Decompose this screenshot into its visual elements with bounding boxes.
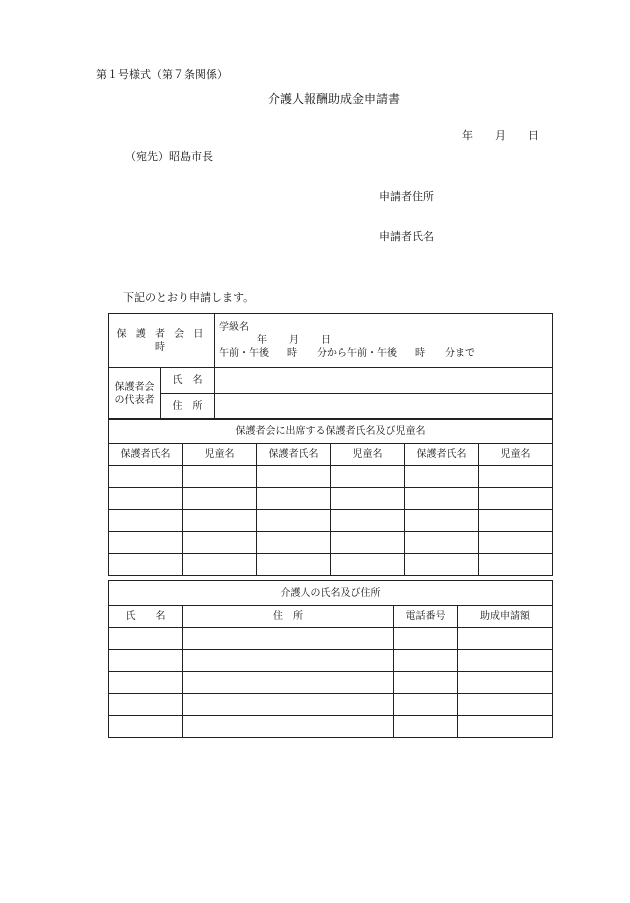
rep-address-field[interactable]: [215, 394, 553, 420]
table-cell[interactable]: [458, 716, 553, 738]
table-cell[interactable]: [109, 510, 183, 532]
table-cell[interactable]: [394, 650, 458, 672]
table-row: [109, 650, 553, 672]
att-header-child-1: 児童名: [183, 444, 257, 466]
table-cell[interactable]: [458, 672, 553, 694]
meeting-date: 年 月 日: [257, 335, 331, 346]
table-cell[interactable]: [257, 488, 331, 510]
table-cell[interactable]: [331, 466, 405, 488]
date-month: 月: [495, 129, 506, 142]
table-cell[interactable]: [109, 650, 183, 672]
table-row: [109, 628, 553, 650]
representative-label: 保護者会 の代表者: [109, 368, 161, 420]
applicant-address-label: 申請者住所: [379, 190, 434, 203]
date-year: 年: [462, 129, 473, 142]
table-cell[interactable]: [479, 554, 553, 576]
table-row: [109, 716, 553, 738]
table-cell[interactable]: [109, 628, 183, 650]
table-row: [109, 694, 553, 716]
rep-name-field[interactable]: [215, 368, 553, 394]
table-cell[interactable]: [394, 672, 458, 694]
addressee: （宛先）昭島市長: [125, 150, 213, 163]
table-cell[interactable]: [109, 694, 183, 716]
table-row: [109, 510, 553, 532]
class-name-label: 学級名: [219, 322, 249, 333]
table-cell[interactable]: [458, 628, 553, 650]
table-cell[interactable]: [479, 510, 553, 532]
table-cell[interactable]: [183, 650, 394, 672]
att-header-guardian-2: 保護者氏名: [257, 444, 331, 466]
intro-text: 下記のとおり申請します。: [123, 291, 255, 304]
application-date: [462, 127, 561, 143]
meeting-datetime-field[interactable]: [215, 314, 553, 368]
table-cell[interactable]: [405, 554, 479, 576]
table-cell[interactable]: [394, 694, 458, 716]
table-cell[interactable]: [458, 650, 553, 672]
table-cell[interactable]: [257, 554, 331, 576]
table-cell[interactable]: [257, 510, 331, 532]
table-cell[interactable]: [183, 510, 257, 532]
table-cell[interactable]: [479, 488, 553, 510]
meeting-time: 午前・午後 時 分から午前・午後 時 分まで: [219, 348, 475, 359]
attendees-section-title: 保護者会に出席する保護者氏名及び児童名: [109, 419, 553, 444]
table-cell[interactable]: [183, 554, 257, 576]
applicant-name-label: 申請者氏名: [379, 230, 434, 243]
table-cell[interactable]: [257, 466, 331, 488]
table-cell[interactable]: [394, 716, 458, 738]
att-header-child-3: 児童名: [479, 444, 553, 466]
table-cell[interactable]: [183, 466, 257, 488]
table-row: [109, 488, 553, 510]
table-row: [109, 672, 553, 694]
table-row: [109, 532, 553, 554]
table-cell[interactable]: [109, 466, 183, 488]
att-header-guardian-3: 保護者氏名: [405, 444, 479, 466]
table-cell[interactable]: [183, 628, 394, 650]
caregivers-section-title: 介護人の氏名及び住所: [109, 581, 553, 606]
table-cell[interactable]: [183, 694, 394, 716]
date-day: 日: [528, 129, 539, 142]
rep-address-label: 住 所: [161, 394, 215, 420]
table-cell[interactable]: [331, 488, 405, 510]
cg-header-address: 住 所: [183, 606, 394, 628]
table-cell[interactable]: [458, 694, 553, 716]
table-cell[interactable]: [183, 488, 257, 510]
table-cell[interactable]: [479, 532, 553, 554]
table-cell[interactable]: [183, 716, 394, 738]
table-cell[interactable]: [331, 554, 405, 576]
table-cell[interactable]: [405, 488, 479, 510]
caregivers-table: [108, 580, 553, 738]
rep-name-label: 氏 名: [161, 368, 215, 394]
table-cell[interactable]: [257, 532, 331, 554]
table-cell[interactable]: [405, 466, 479, 488]
cg-header-name: 氏 名: [109, 606, 183, 628]
form-title: 介護人報酬助成金申請書: [268, 92, 401, 106]
meeting-info-table: [108, 313, 553, 420]
table-cell[interactable]: [109, 672, 183, 694]
cg-header-amount: 助成申請額: [458, 606, 553, 628]
table-row: [109, 554, 553, 576]
table-cell[interactable]: [331, 510, 405, 532]
meeting-datetime-label: 保 護 者 会 日 時: [109, 314, 215, 368]
table-cell[interactable]: [405, 510, 479, 532]
att-header-guardian-1: 保護者氏名: [109, 444, 183, 466]
table-cell[interactable]: [405, 532, 479, 554]
table-cell[interactable]: [331, 532, 405, 554]
form-number: 第１号様式（第７条関係）: [96, 68, 228, 81]
cg-header-phone: 電話番号: [394, 606, 458, 628]
table-cell[interactable]: [109, 532, 183, 554]
table-cell[interactable]: [109, 716, 183, 738]
table-cell[interactable]: [109, 488, 183, 510]
table-cell[interactable]: [479, 466, 553, 488]
table-cell[interactable]: [109, 554, 183, 576]
attendees-table: [108, 418, 553, 576]
table-cell[interactable]: [183, 532, 257, 554]
att-header-child-2: 児童名: [331, 444, 405, 466]
table-cell[interactable]: [394, 628, 458, 650]
table-cell[interactable]: [183, 672, 394, 694]
table-row: [109, 466, 553, 488]
